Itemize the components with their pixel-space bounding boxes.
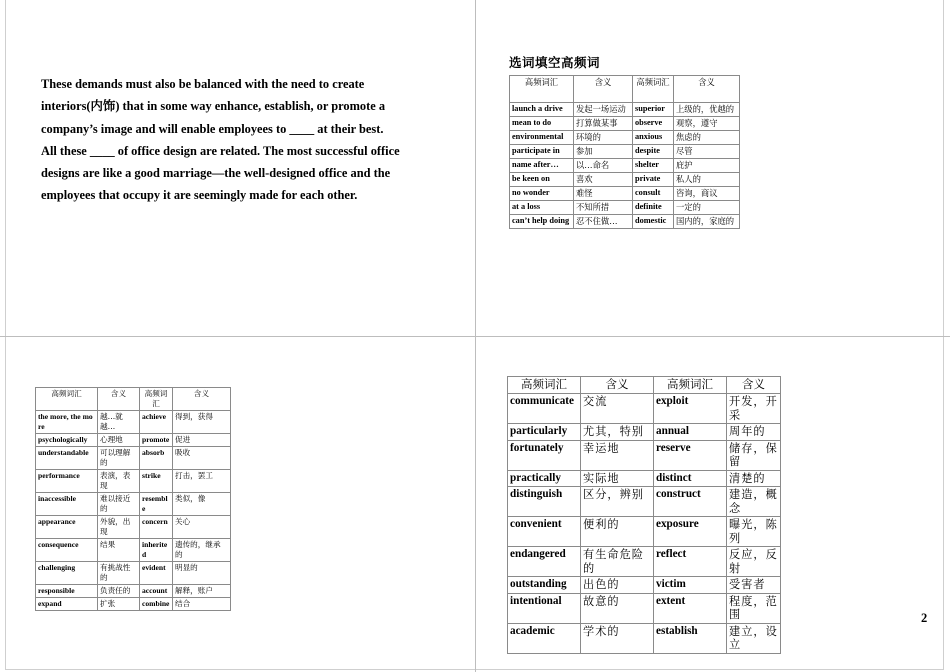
vocab-meaning: 区分，辨别 <box>581 487 654 517</box>
vocab-word: challenging <box>36 562 98 585</box>
vocab-word: launch a drive <box>510 103 574 117</box>
vocab-meaning: 心理地 <box>98 434 140 447</box>
table-row <box>510 117 740 131</box>
header-word: 高频词汇 <box>633 76 674 103</box>
vocab-meaning: 促进 <box>173 434 231 447</box>
vocab-word: inaccessible <box>36 493 98 516</box>
vocab-meaning: 焦虑的 <box>674 131 740 145</box>
vocab-meaning: 建立，设立 <box>727 623 781 653</box>
vocab-meaning: 储存，保留 <box>727 440 781 470</box>
table-row <box>510 187 740 201</box>
vocab-table-3 <box>507 376 781 654</box>
table-row <box>510 131 740 145</box>
header-meaning: 含义 <box>173 388 231 411</box>
table-row <box>36 598 231 611</box>
header-word: 高频词汇 <box>140 388 173 411</box>
vocab-meaning: 越…就越… <box>98 411 140 434</box>
vocab-word: communicate <box>508 394 581 424</box>
vocab-word: definite <box>633 201 674 215</box>
table-row <box>36 447 231 470</box>
vocab-word: shelter <box>633 159 674 173</box>
vocab-word: concern <box>140 516 173 539</box>
table-row <box>508 394 781 424</box>
vocab-meaning: 反应，反射 <box>727 547 781 577</box>
header-word: 高频词汇 <box>654 377 727 394</box>
vocab-word: fortunately <box>508 440 581 470</box>
vocab-title: 选词填空高频词 <box>509 55 601 70</box>
header-word: 高频词汇 <box>508 377 581 394</box>
vocab-meaning: 明显的 <box>173 562 231 585</box>
vocab-meaning: 程度，范围 <box>727 593 781 623</box>
table-row <box>510 159 740 173</box>
vocab-meaning: 参加 <box>574 145 633 159</box>
table-row <box>510 215 740 229</box>
header-meaning: 含义 <box>574 76 633 103</box>
table-header-row <box>508 377 781 394</box>
vocab-meaning: 打算做某事 <box>574 117 633 131</box>
vocab-meaning: 喜欢 <box>574 173 633 187</box>
vocab-word: domestic <box>633 215 674 229</box>
header-word: 高频词汇 <box>36 388 98 411</box>
passage-paragraph: These demands must also be balanced with the need to create interiors(内饰) that in some way enhance, establish, or promote a company’s image and will enable employees to ____ at their best. All these ____ of office design are related. The most successful office designs are like a good marriage—the well-designed office and the employees that occupy it are seemingly made for each other. <box>41 77 400 203</box>
vocab-word: outstanding <box>508 577 581 594</box>
vocab-word: private <box>633 173 674 187</box>
vocab-word: exposure <box>654 517 727 547</box>
vocab-word: distinct <box>654 470 727 487</box>
vocab-meaning: 幸运地 <box>581 440 654 470</box>
vocab-meaning: 难怪 <box>574 187 633 201</box>
table-row <box>36 516 231 539</box>
table-row <box>36 411 231 434</box>
vocab-meaning: 观察，遵守 <box>674 117 740 131</box>
vocab-word: psychologically <box>36 434 98 447</box>
vocab-word: combine <box>140 598 173 611</box>
vocab-meaning: 便利的 <box>581 517 654 547</box>
table-row <box>508 424 781 441</box>
table-row <box>510 145 740 159</box>
vocab-meaning: 遗传的，继承的 <box>173 539 231 562</box>
vocab-meaning: 有挑战性的 <box>98 562 140 585</box>
vocab-meaning: 庇护 <box>674 159 740 173</box>
vocab-meaning: 交流 <box>581 394 654 424</box>
vocab-meaning: 得到，获得 <box>173 411 231 434</box>
vocab-meaning: 扩张 <box>98 598 140 611</box>
table-row <box>36 562 231 585</box>
table-row <box>508 517 781 547</box>
header-meaning: 含义 <box>581 377 654 394</box>
vocab-meaning: 环境的 <box>574 131 633 145</box>
vocab-word: inherited <box>140 539 173 562</box>
table-row <box>508 470 781 487</box>
table-row <box>508 593 781 623</box>
vocab-word: account <box>140 585 173 598</box>
table-row <box>510 201 740 215</box>
vocab-meaning: 类似，像 <box>173 493 231 516</box>
vocab-meaning: 私人的 <box>674 173 740 187</box>
vocab-word: superior <box>633 103 674 117</box>
vocab-word: reserve <box>654 440 727 470</box>
vocab-meaning: 出色的 <box>581 577 654 594</box>
vocab-word: reflect <box>654 547 727 577</box>
vocab-meaning: 关心 <box>173 516 231 539</box>
vocab-word: strike <box>140 470 173 493</box>
vocab-word: expand <box>36 598 98 611</box>
vocab-word: name after… <box>510 159 574 173</box>
table-row <box>36 434 231 447</box>
vocab-word: promote <box>140 434 173 447</box>
vocab-meaning: 尤其，特别 <box>581 424 654 441</box>
table-row <box>36 470 231 493</box>
vocab-meaning: 周年的 <box>727 424 781 441</box>
vocab-meaning: 学术的 <box>581 623 654 653</box>
vocab-meaning: 吸收 <box>173 447 231 470</box>
vocab-meaning: 一定的 <box>674 201 740 215</box>
vocab-word: achieve <box>140 411 173 434</box>
table-header-row <box>36 388 231 411</box>
vocab-meaning: 表演，表现 <box>98 470 140 493</box>
table-row <box>36 585 231 598</box>
vocab-word: construct <box>654 487 727 517</box>
vocab-word: mean to do <box>510 117 574 131</box>
vocab-meaning: 清楚的 <box>727 470 781 487</box>
vocab-meaning: 建造，概念 <box>727 487 781 517</box>
vocab-meaning: 解释，账户 <box>173 585 231 598</box>
vocab-meaning: 以…命名 <box>574 159 633 173</box>
page-number: 2 <box>921 611 928 625</box>
table-header-row <box>510 76 740 103</box>
vocab-word: responsible <box>36 585 98 598</box>
vocab-table-2 <box>35 387 231 611</box>
table-row <box>508 547 781 577</box>
header-meaning: 含义 <box>674 76 740 103</box>
vocab-word: the more, the more <box>36 411 98 434</box>
vocab-meaning: 上级的，优越的 <box>674 103 740 117</box>
table-row <box>508 577 781 594</box>
vocab-meaning: 发起一场运动 <box>574 103 633 117</box>
vocab-word: at a loss <box>510 201 574 215</box>
vocab-meaning: 不知所措 <box>574 201 633 215</box>
vocab-word: establish <box>654 623 727 653</box>
vocab-word: appearance <box>36 516 98 539</box>
vocab-meaning: 故意的 <box>581 593 654 623</box>
table-row <box>36 493 231 516</box>
vocab-word: can’t help doing <box>510 215 574 229</box>
table-row <box>508 623 781 653</box>
vocab-word: endangered <box>508 547 581 577</box>
vocab-meaning: 难以接近的 <box>98 493 140 516</box>
vocab-meaning: 结合 <box>173 598 231 611</box>
vocab-word: no wonder <box>510 187 574 201</box>
vocab-meaning: 尽管 <box>674 145 740 159</box>
header-meaning: 含义 <box>98 388 140 411</box>
vocab-meaning: 外貌，出现 <box>98 516 140 539</box>
vocab-word: practically <box>508 470 581 487</box>
vocab-word: participate in <box>510 145 574 159</box>
vocab-word: resemble <box>140 493 173 516</box>
vocab-word: extent <box>654 593 727 623</box>
vocab-meaning: 咨询，商议 <box>674 187 740 201</box>
vocab-meaning: 结果 <box>98 539 140 562</box>
vocab-word: environmental <box>510 131 574 145</box>
vocab-meaning: 实际地 <box>581 470 654 487</box>
vocab-meaning: 受害者 <box>727 577 781 594</box>
vocab-meaning: 打击，罢工 <box>173 470 231 493</box>
vocab-word: be keen on <box>510 173 574 187</box>
vocab-meaning: 国内的，家庭的 <box>674 215 740 229</box>
vocab-word: particularly <box>508 424 581 441</box>
vocab-meaning: 有生命危险的 <box>581 547 654 577</box>
table-row <box>510 173 740 187</box>
vocab-word: understandable <box>36 447 98 470</box>
vocab-meaning: 忍不住做… <box>574 215 633 229</box>
vocab-word: observe <box>633 117 674 131</box>
vocab-word: annual <box>654 424 727 441</box>
header-word: 高频词汇 <box>510 76 574 103</box>
vocab-word: exploit <box>654 394 727 424</box>
vocab-word: distinguish <box>508 487 581 517</box>
vocab-meaning: 曝光，陈列 <box>727 517 781 547</box>
horizontal-divider <box>0 336 950 337</box>
vocab-word: convenient <box>508 517 581 547</box>
table-row <box>510 103 740 117</box>
vocab-word: absorb <box>140 447 173 470</box>
vocab-meaning: 可以理解的 <box>98 447 140 470</box>
table-row <box>36 539 231 562</box>
vocab-word: academic <box>508 623 581 653</box>
vocab-table-1 <box>509 75 740 229</box>
vocab-word: consequence <box>36 539 98 562</box>
vocab-word: consult <box>633 187 674 201</box>
vocab-word: evident <box>140 562 173 585</box>
vocab-word: intentional <box>508 593 581 623</box>
vocab-word: performance <box>36 470 98 493</box>
vocab-word: victim <box>654 577 727 594</box>
vocab-meaning: 负责任的 <box>98 585 140 598</box>
header-meaning: 含义 <box>727 377 781 394</box>
vocab-word: anxious <box>633 131 674 145</box>
vocab-word: despite <box>633 145 674 159</box>
vocab-meaning: 开发，开采 <box>727 394 781 424</box>
table-row <box>508 440 781 470</box>
table-row <box>508 487 781 517</box>
